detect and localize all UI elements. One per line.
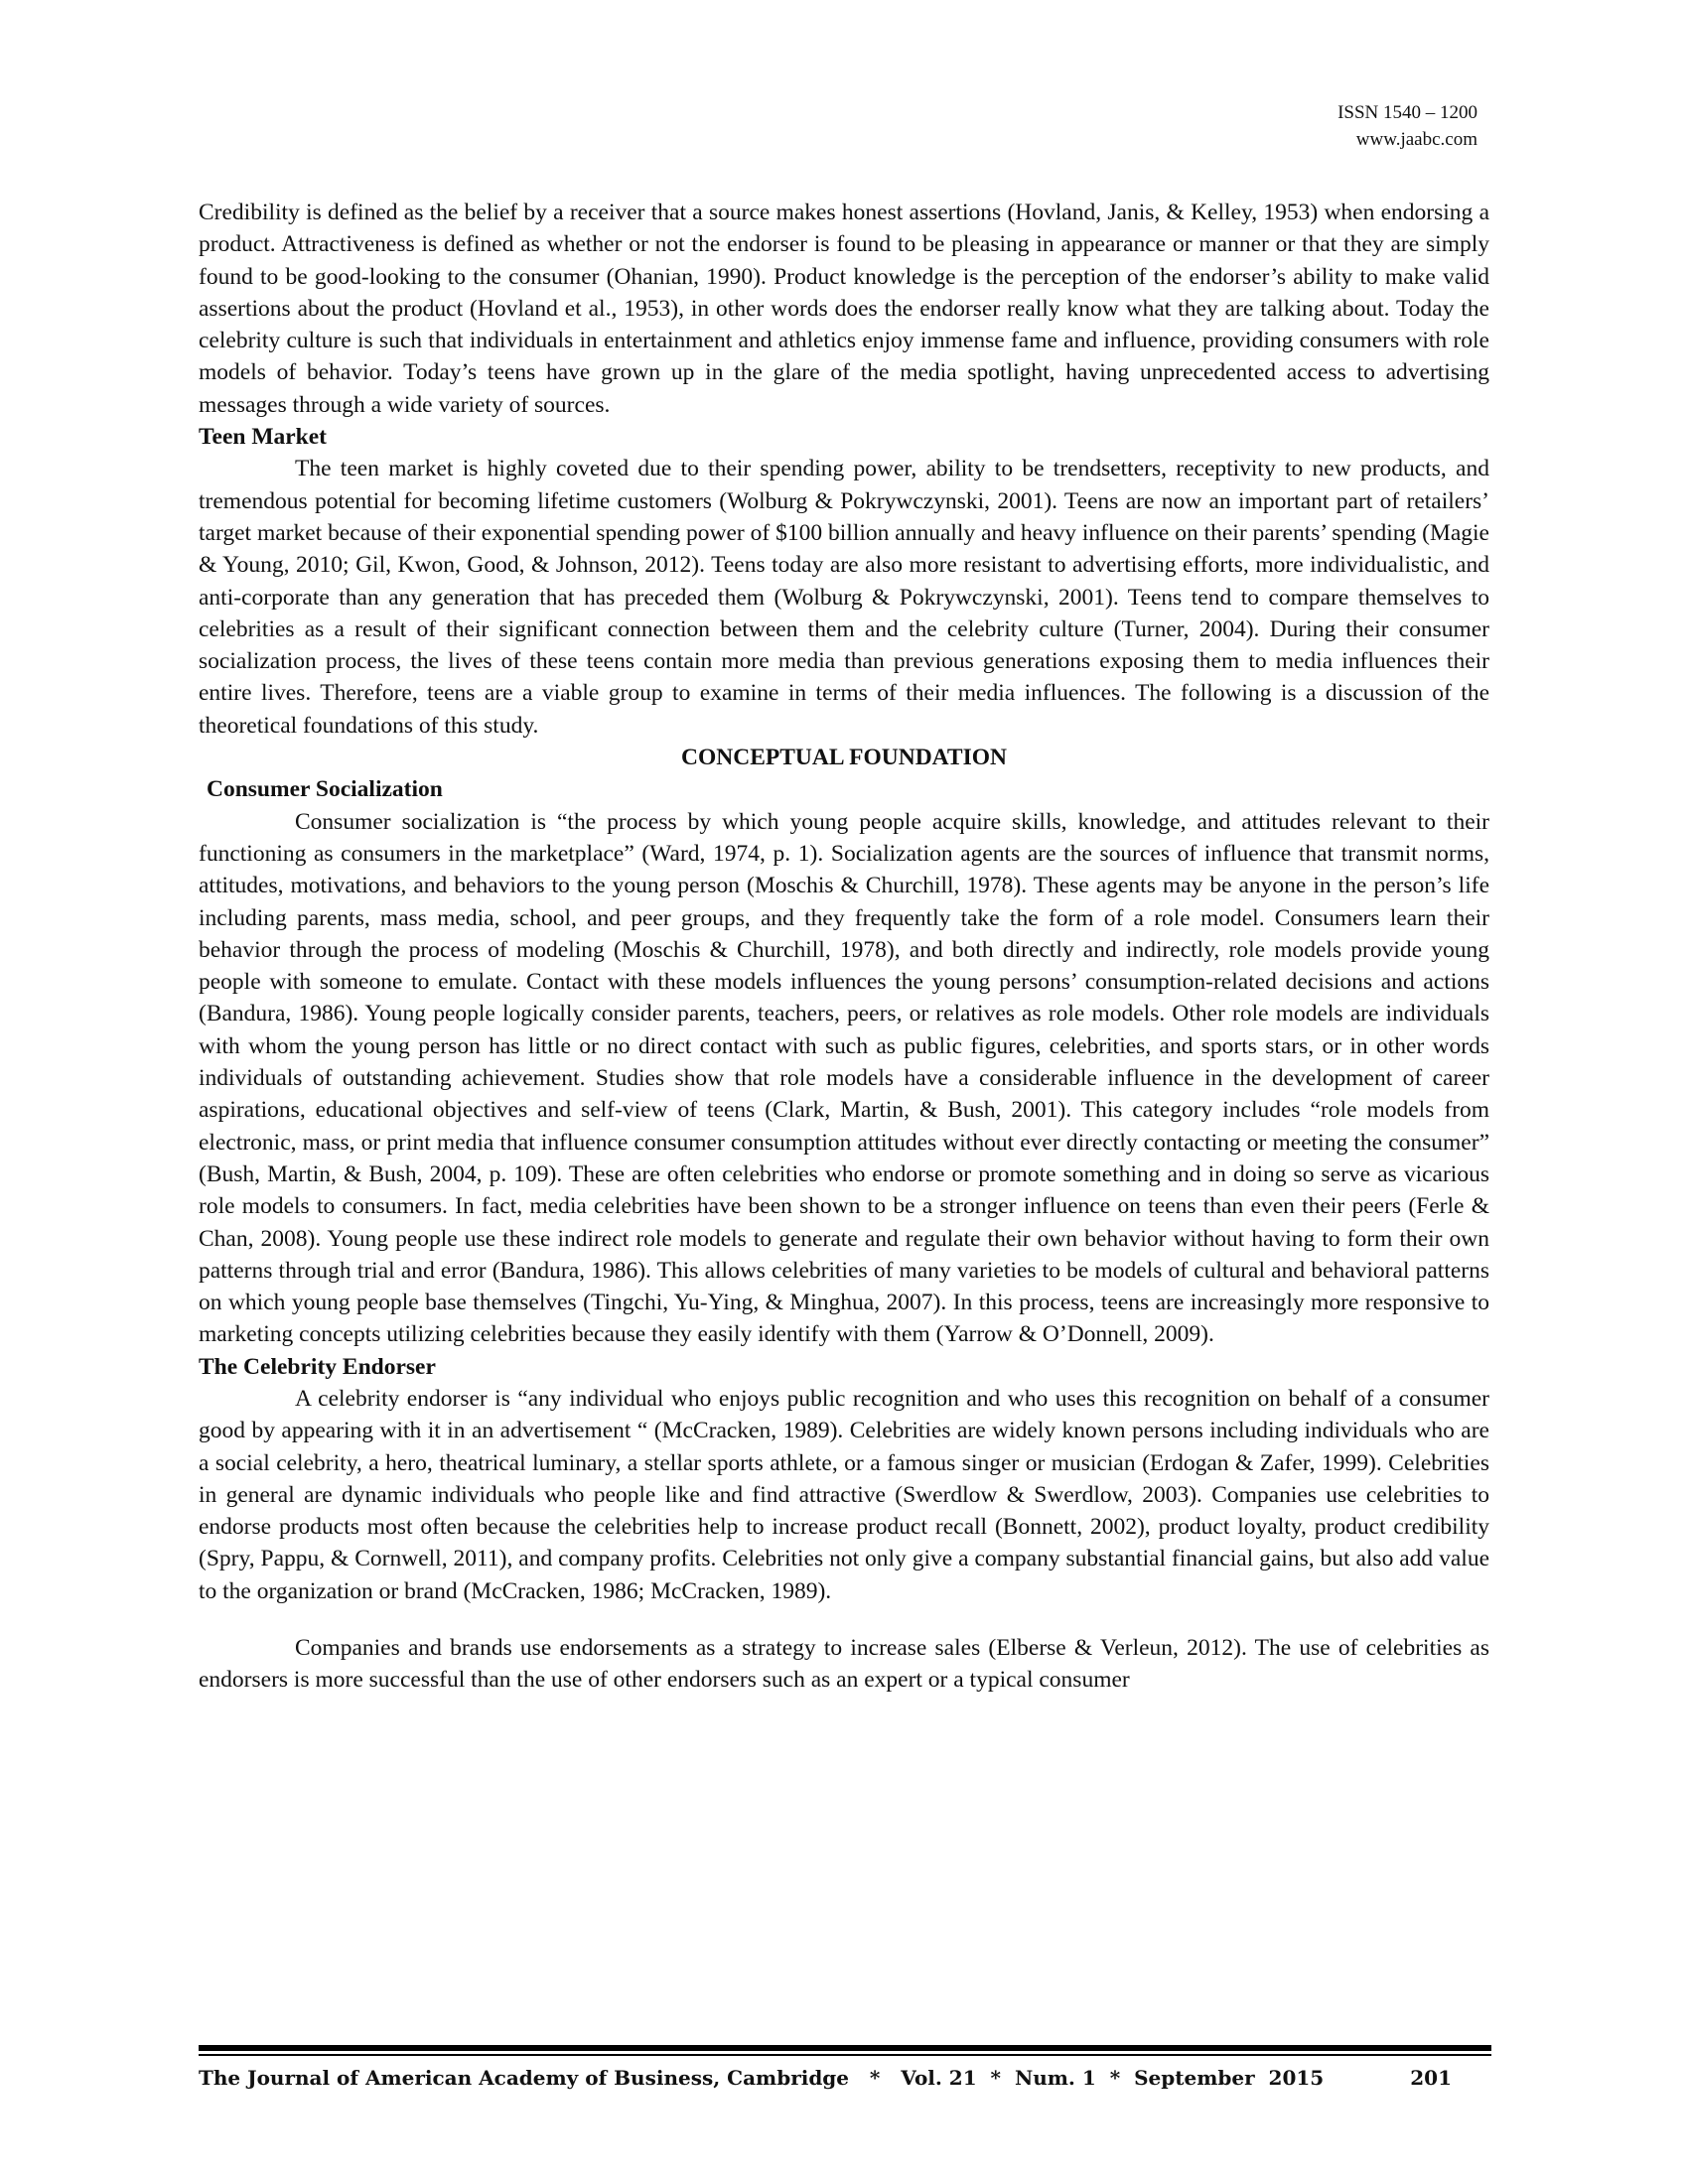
footer-rule-thick xyxy=(199,2045,1491,2051)
issn-number: ISSN 1540 – 1200 xyxy=(1337,102,1477,123)
consumer-socialization-heading: Consumer Socialization xyxy=(207,776,443,803)
footer-rule-thin xyxy=(199,2054,1491,2056)
intro-paragraph: Credibility is defined as the belief by a receiver that a source makes honest assertions (Hovland, Janis, & Kelley, 1953) when endorsing a product. Attractiveness is defined as whether or not the endorser is found to be pleasing in appearance or manner or that they are simply found to be good-looking to the consumer (Ohanian, 1990). Product knowledge is the perception of the endorser’s ability to make valid assertions about the product (Hovland et al., 1953), in other words does the endorser really know what they are talking about. Today the celebrity culture is such that individuals in entertainment and athletics enjoy immense fame and influence, providing consumers with role models of behavior. Today’s teens have grown up in the glare of the media spotlight, having unprecedented access to advertising messages through a wide variety of sources. xyxy=(199,200,1489,418)
teen-market-paragraph: The teen market is highly coveted due to their spending power, ability to be trendsetters, receptivity to new products, and tremendous potential for becoming lifetime customers (Wolburg & Pokrywczynski, 2001). Teens are now an important part of retailers’ target market because of their exponential spending power of $100 billion annually and heavy influence on their parents’ spending (Magie & Young, 2010; Gil, Kwon, Good, & Johnson, 2012). Teens today are also more resistant to advertising efforts, more individualistic, and anti-corporate than any generation that has preceded them (Wolburg & Pokrywczynski, 2001). Teens tend to compare themselves to celebrities as a result of their significant connection between them and the celebrity culture (Turner, 2004). During their consumer socialization process, the lives of these teens contain more media than previous generations exposing them to media influences their entire lives. Therefore, teens are a viable group to examine in terms of their media influences. The following is a discussion of the theoretical foundations of this study. xyxy=(199,456,1489,739)
footer-journal-citation: The Journal of American Academy of Business, Cambridge * Vol. 21 * Num. 1 * September 2015 xyxy=(199,2066,1325,2090)
consumer-socialization-paragraph: Consumer socialization is “the process by which young people acquire skills, knowledge, and attitudes relevant to their functioning as consumers in the marketplace” (Ward, 1974, p. 1). Socialization agents are the sources of influence that transmit norms, attitudes, motivations, and behaviors to the young person (Moschis & Churchill, 1978). These agents may be anyone in the person’s life including parents, mass media, school, and peer groups, and they frequently take the form of a role model. Consumers learn their behavior through the process of modeling (Moschis & Churchill, 1978), and both directly and indirectly, role models provide young people with someone to emulate. Contact with these models influences the young persons’ consumption-related decisions and actions (Bandura, 1986). Young people logically consider parents, teachers, peers, or relatives as role models. Other role models are individuals with whom the young person has little or no direct contact with such as public figures, celebrities, and sports stars, or in other words individuals of outstanding achievement. Studies show that role models have a considerable influence in the development of career aspirations, educational objectives and self-view of teens (Clark, Martin, & Bush, 2001). This category includes “role models from electronic, mass, or print media that influence consumer consumption attitudes without ever directly contacting or meeting the consumer” (Bush, Martin, & Bush, 2004, p. 109). These are often celebrities who endorse or promote something and in doing so serve as vicarious role models to consumers. In fact, media celebrities have been shown to be a stronger influence on teens than even their peers (Ferle & Chan, 2008). Young people use these indirect role models to generate and regulate their own behavior without having to form their own patterns through trial and error (Bandura, 1986). This allows celebrities of many varieties to be models of cultural and behavioral patterns on which young people base themselves (Tingchi, Yu-Ying, & Minghua, 2007). In this process, teens are increasingly more responsive to marketing concepts utilizing celebrities because they easily identify with them (Yarrow & O’Donnell, 2009). xyxy=(199,808,1489,1348)
celebrity-endorser-heading: The Celebrity Endorser xyxy=(199,1353,436,1380)
page-number: 201 xyxy=(1410,2066,1452,2090)
teen-market-heading: Teen Market xyxy=(199,424,328,451)
section-heading: CONCEPTUAL FOUNDATION xyxy=(681,745,1007,771)
issn-block xyxy=(1337,99,1477,153)
celebrity-endorser-paragraph: A celebrity endorser is “any individual who enjoys public recognition and who uses this recognition on behalf of a consumer good by appearing with it in an advertisement “ (McCracken, 1989). Celebrities are widely known persons including individuals who are a social celebrity, a hero, theatrical luminary, a stellar sports athlete, or a famous singer or musician (Erdogan & Zafer, 1999). Celebrities in general are dynamic individuals who people like and find attractive (Swerdlow & Swerdlow, 2003). Companies use celebrities to endorse products most often because the celebrities help to increase product recall (Bonnett, 2002), product loyalty, product credibility (Spry, Pappu, & Cornwell, 2011), and company profits. Celebrities not only give a company substantial financial gains, but also add value to the organization or brand (McCracken, 1986; McCracken, 1989). xyxy=(199,1385,1489,1604)
article-body xyxy=(199,197,1489,1697)
endorsement-strategy-paragraph: Companies and brands use endorsements as a strategy to increase sales (Elberse & Verleun, 2012). The use of celebrities as endorsers is more successful than the use of other endorsers such as an expert or a typical consumer xyxy=(199,1635,1489,1694)
journal-website: www.jaabc.com xyxy=(1355,129,1477,150)
